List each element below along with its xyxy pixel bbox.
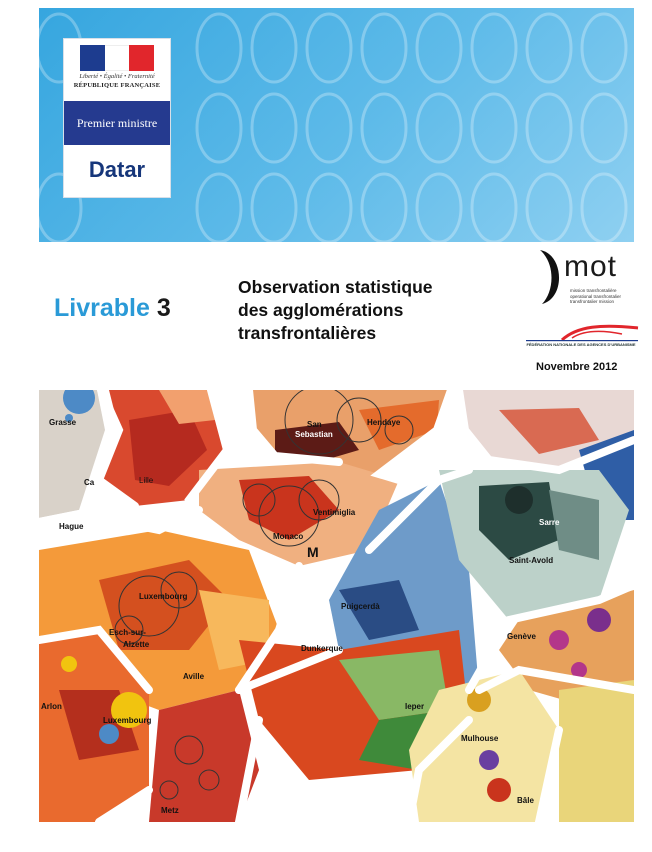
deliverable-word: Livrable [54,294,150,322]
title-line: Observation statistique [238,277,433,297]
map-label: Luxembourg [139,592,188,601]
deliverable-number: 3 [156,294,171,322]
map-label: San [307,420,322,429]
map-label: Bâle [517,796,534,805]
document-title [238,276,518,345]
flag-red-band [129,45,154,71]
map-label: Puigcerdà [341,602,380,611]
map-label: Saint-Avold [509,556,554,565]
map-label: Esch-sur- [109,628,146,637]
map-label: Genève [507,632,536,641]
republic-motto: Liberté • Égalité • Fraternité [79,73,155,80]
publication-date: Novembre 2012 [536,361,618,373]
mot-tagline-line: transfrontalier mission [570,299,615,304]
fnau-logo [522,322,640,358]
map-label: Hague [59,522,84,531]
agency-name: Datar [88,157,146,182]
french-flag-icon [80,45,154,71]
deliverable-label [54,294,171,323]
map-label: Lille [139,476,154,485]
map-label: Grasse [49,418,77,427]
map-label: Sebastian [295,430,333,439]
map-label: Alzette [123,640,150,649]
fnau-swoosh-icon [522,322,640,342]
map-mosaic-illustration [39,390,634,822]
map-label: Dunkerque [301,644,343,653]
title-line: des agglomérations [238,300,404,320]
ministry-name: Premier ministre [64,101,170,145]
map-label: Hendaye [367,418,401,427]
flag-white-band [105,45,130,71]
map-label: Sarre [539,518,560,527]
title-line: transfrontalières [238,323,377,343]
map-label: Arlon [41,702,62,711]
map-label: Ieper [405,702,425,711]
fnau-tagline: FÉDÉRATION NATIONALE DES AGENCES D'URBANISME [526,342,636,347]
map-label: Luxembourg [103,716,152,725]
map-label: Ca [84,478,95,487]
map-label: Mulhouse [461,734,499,743]
mot-tagline-line: operational transfrontalier [570,293,622,299]
map-label: Ventimiglia [313,508,356,517]
map-label: Metz [161,806,179,815]
mot-logo [530,246,640,308]
mot-tagline [570,288,621,305]
flag-blue-band [80,45,105,71]
government-logo [63,38,171,198]
map-label: Aville [183,672,205,681]
map-label: M [307,544,319,560]
mot-tagline-line: mission transfrontalière [570,288,617,293]
map-label: Monaco [273,532,304,541]
republic-name: RÉPUBLIQUE FRANÇAISE [73,82,161,89]
map-mosaic [39,390,634,822]
mot-wordmark: mot [564,250,618,283]
